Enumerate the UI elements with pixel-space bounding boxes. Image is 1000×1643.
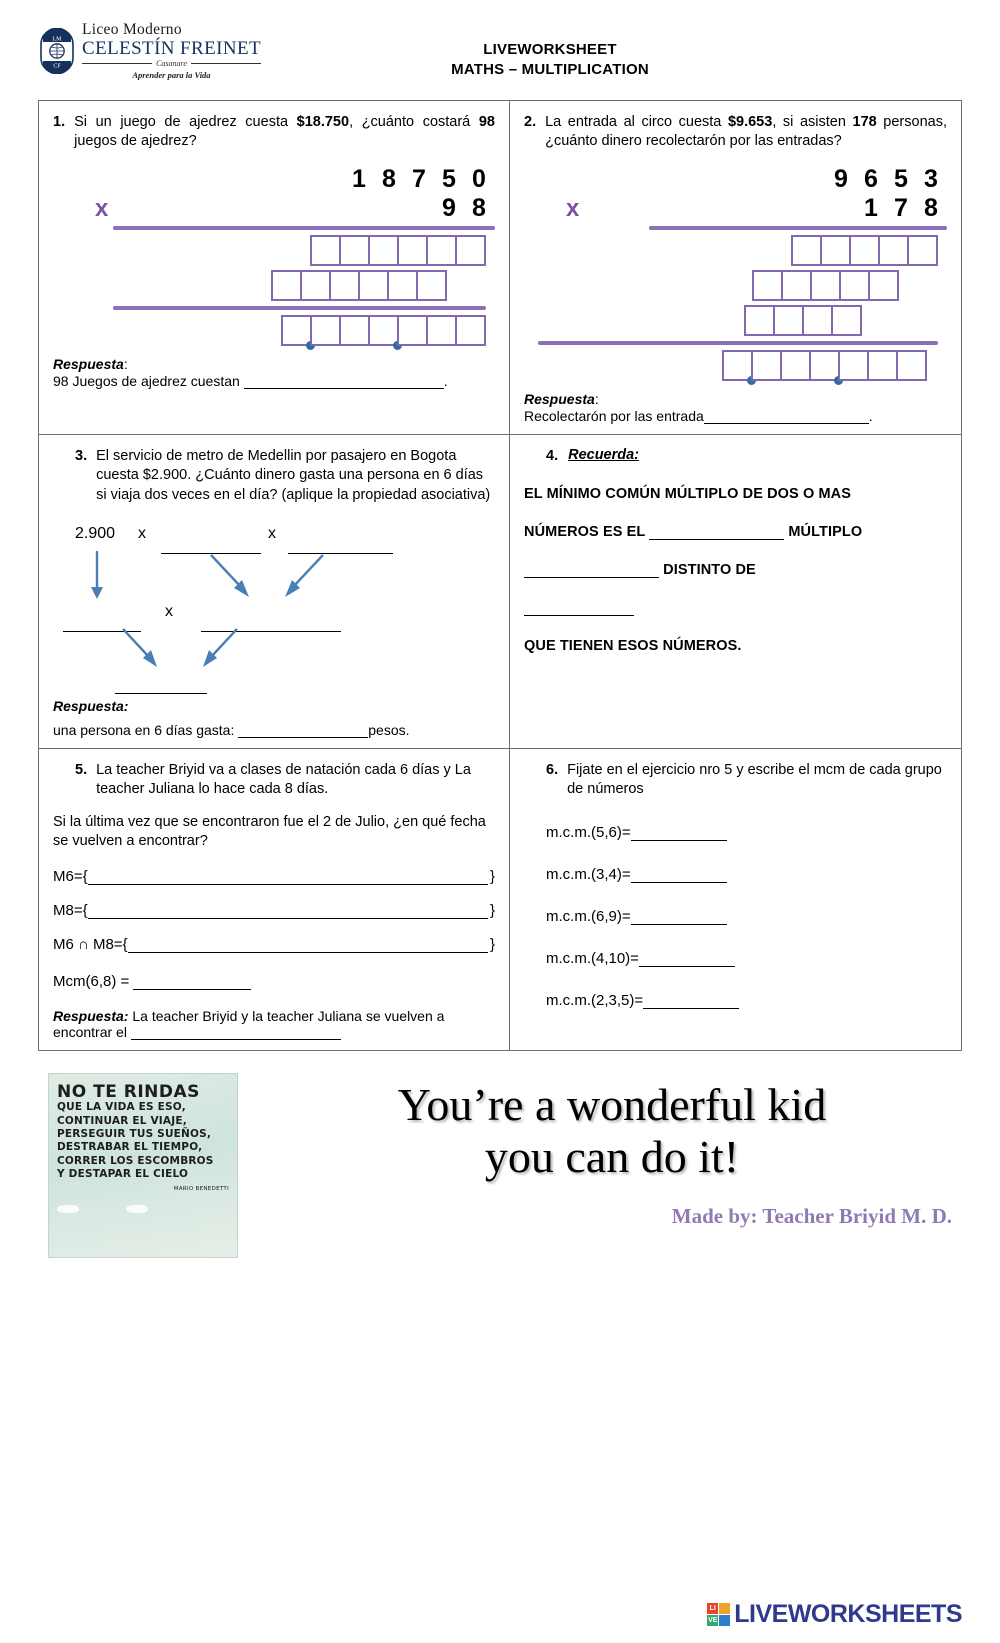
brand-chips: [707, 1603, 730, 1626]
q6-mcm-item: [546, 950, 947, 967]
question-3-associative-diagram: [53, 519, 495, 694]
arrow-down-right-icon: [115, 623, 175, 679]
q3-respuesta-label: Respuesta:: [53, 697, 129, 714]
encouragement-line-1: You’re a wonderful kid: [397, 1079, 827, 1131]
poster-line: QUE LA VIDA ES ESO,: [57, 1101, 186, 1114]
answer-box[interactable]: [773, 305, 804, 336]
question-2-number: 2.: [524, 114, 537, 130]
q2-answer-suffix: .: [868, 408, 873, 425]
answer-box[interactable]: [907, 235, 938, 266]
q5-set-m6-label: M6={: [53, 868, 88, 886]
q6-mcm-blank-3[interactable]: [639, 952, 735, 967]
q5-set-m6-row: [53, 868, 495, 885]
question-2-cell: [510, 101, 961, 434]
q2-partial-row-1: [524, 235, 947, 266]
answer-box[interactable]: [455, 235, 486, 266]
school-crest-icon: [40, 28, 74, 74]
answer-box[interactable]: [271, 270, 302, 301]
school-location-row: [82, 60, 261, 68]
q5-set-m8-label: M8={: [53, 902, 88, 920]
q1-multiplicand: [345, 165, 495, 194]
answer-box[interactable]: [397, 235, 428, 266]
question-2-answer-area: Respuesta: Recolectarón por las entrada .: [524, 391, 947, 424]
worksheet-table: [38, 100, 962, 1051]
answer-box[interactable]: [810, 270, 841, 301]
q2-total-row: [524, 350, 947, 381]
poster-clouds: [57, 1198, 229, 1217]
q5-set-m8-close: }: [489, 902, 495, 920]
answer-box[interactable]: [791, 235, 822, 266]
encouragement-block: [264, 1073, 960, 1229]
q1-multiplier: [435, 194, 495, 223]
q2-operation-bar: [649, 226, 947, 230]
answer-box[interactable]: [329, 270, 360, 301]
q3-operator-1: x: [138, 524, 146, 542]
q2-multiplicand-d3: 3: [924, 165, 940, 194]
brand-chip-li: LI: [707, 1603, 718, 1614]
q4-line-4: [524, 600, 947, 616]
q2-multiplier-d2: 8: [924, 194, 940, 223]
q1-answer-line: [53, 373, 495, 389]
q2-multiplicand-d2: 5: [894, 165, 910, 194]
q1-multiplicand-d0: 1: [352, 165, 368, 194]
brand-chip-ve: VE: [708, 1617, 718, 1624]
answer-box[interactable]: [455, 315, 486, 346]
q1-partial-row-1: [53, 235, 495, 266]
q6-mcm-label-0: m.c.m.(5,6)=: [546, 823, 631, 841]
poster-line: Y DESTAPAR EL CIELO: [57, 1168, 189, 1181]
q5-set-m8-row: [53, 902, 495, 919]
page-header: [0, 0, 1000, 100]
q1-multiplicand-d4: 0: [472, 165, 488, 194]
answer-box[interactable]: [339, 235, 370, 266]
q2-answer-line: [524, 408, 947, 424]
q2-partial-row-3: [524, 305, 947, 336]
q4-blank-3[interactable]: [524, 601, 634, 616]
page-footer: [0, 1051, 1000, 1258]
answer-box[interactable]: [780, 350, 811, 381]
arrow-down-left-icon: [193, 623, 253, 679]
answer-box[interactable]: [397, 315, 428, 346]
q4-line2-text-a: NÚMEROS ES EL: [524, 524, 646, 541]
q1-partial-row-2: [53, 270, 495, 301]
answer-box[interactable]: [896, 350, 927, 381]
answer-box[interactable]: [368, 315, 399, 346]
q1-multiplicand-d1: 8: [382, 165, 398, 194]
q2-answer-blank[interactable]: [704, 409, 869, 424]
answer-box[interactable]: [310, 235, 341, 266]
worksheet-row-1: [39, 101, 961, 434]
q1-multiplier-row: [53, 194, 495, 223]
question-2-multiplication: [524, 165, 947, 381]
q6-mcm-label-3: m.c.m.(4,10)=: [546, 949, 639, 967]
q2-respuesta-label: Respuesta: [524, 391, 595, 408]
logo-rule-left: [82, 63, 152, 64]
answer-box[interactable]: [838, 350, 869, 381]
q6-mcm-blank-0[interactable]: [631, 826, 727, 841]
q5-set-intersection-label: M6 ∩ M8={: [53, 936, 128, 954]
answer-box[interactable]: [781, 270, 812, 301]
q5-set-m8-blank[interactable]: [88, 905, 488, 919]
q5-set-intersection-blank[interactable]: [128, 939, 488, 953]
worksheet-row-3: [39, 748, 961, 1051]
page-title: [310, 22, 790, 81]
title-line-2: MATHS – MULTIPLICATION: [451, 61, 649, 79]
question-1-number: 1.: [53, 114, 66, 130]
q1-answer-blank[interactable]: [244, 374, 444, 389]
worksheet-row-2: [39, 434, 961, 747]
q5-set-intersection-close: }: [489, 936, 495, 954]
q6-mcm-item: [546, 866, 947, 883]
q5-mcm-row: [53, 973, 495, 990]
motivational-poster: [48, 1073, 238, 1258]
q5-respuesta-label: Respuesta:: [53, 1008, 129, 1025]
answer-box[interactable]: [416, 270, 447, 301]
question-3-answer-area: [53, 698, 495, 738]
answer-box[interactable]: [310, 315, 341, 346]
question-6-number: 6.: [546, 761, 559, 778]
q1-multiplier-d1: 8: [472, 194, 488, 223]
question-3-cell: [39, 435, 510, 747]
made-by-credit: Made by: Teacher Briyid M. D.: [671, 1204, 952, 1229]
q2-multiplier-row: [524, 194, 947, 223]
q6-mcm-label-1: m.c.m.(3,4)=: [546, 865, 631, 883]
answer-box[interactable]: [839, 270, 870, 301]
q2-multiplier-d1: 7: [894, 194, 910, 223]
answer-box[interactable]: [752, 270, 783, 301]
q3-first-number: 2.900: [75, 524, 116, 542]
question-5-answer-area: [53, 1008, 495, 1040]
q1-operation-bar: [113, 226, 495, 230]
question-5-text: La teacher Briyid va a clases de natación cada 6 días y La teacher Juliana lo hace cada 8 días.: [96, 761, 471, 797]
cloud-icon: [57, 1205, 79, 1213]
answer-box[interactable]: [849, 235, 880, 266]
question-3-prompt: [53, 447, 495, 504]
q6-mcm-item: [546, 824, 947, 841]
question-1-cell: [39, 101, 510, 434]
arrow-down-right-icon: [201, 547, 261, 607]
q3-answer-prefix: una persona en 6 días gasta:: [53, 721, 235, 738]
answer-box[interactable]: [387, 270, 418, 301]
q3-operator-2: x: [268, 524, 276, 542]
question-2-text: La entrada al circo cuesta $9.653, si asisten 178 personas, ¿cuánto dinero recolectarón por las entradas?: [545, 114, 947, 150]
question-4-number: 4.: [546, 448, 559, 465]
q1-multiply-operator-icon: x: [95, 194, 111, 222]
q2-multiplicand: [827, 165, 947, 194]
school-location: Casanare: [156, 58, 187, 68]
title-line-1: LIVEWORKSHEET: [483, 41, 617, 58]
q5-answer-blank[interactable]: [131, 1025, 341, 1040]
q3-answer-line: [53, 722, 495, 738]
q6-mcm-list: [524, 824, 947, 1009]
arrow-down-icon: [67, 547, 127, 607]
q1-multiplicand-d2: 7: [412, 165, 428, 194]
q4-line-5: QUE TIENEN ESOS NÚMEROS.: [524, 638, 742, 655]
q1-answer-suffix: .: [443, 373, 448, 390]
q5-set-intersection-row: [53, 936, 495, 953]
brand-chip-x2: [719, 1615, 730, 1626]
question-6-cell: [510, 749, 961, 1051]
q4-line-3: [524, 562, 947, 578]
liveworksheets-brand: [707, 1600, 962, 1629]
question-6-prompt: [524, 761, 947, 799]
question-5-prompt: [53, 761, 495, 799]
q6-mcm-blank-4[interactable]: [643, 994, 739, 1009]
question-3-text: El servicio de metro de Medellin por pasajero en Bogota cuesta $2.900. ¿Cuánto dinero gasta una persona en 6 días si viaja dos veces en el día? (aplique la propiedad asociativa): [96, 448, 491, 503]
q5-answer-text: La teacher Briyid y la teacher Juliana se vuelven a encontrar el: [53, 1008, 445, 1041]
answer-box[interactable]: [744, 305, 775, 336]
svg-text:LM: LM: [52, 36, 62, 42]
q3-operator-3: x: [165, 602, 173, 620]
poster-line: PERSEGUIR TUS SUEÑOS,: [57, 1128, 212, 1140]
q5-mcm-label: Mcm(6,8) =: [53, 973, 130, 991]
q6-mcm-item: [546, 908, 947, 925]
q3-answer-suffix: pesos.: [368, 721, 410, 738]
poster-signature: MARIO BENEDETTI: [173, 1185, 229, 1192]
q2-multiplicand-d1: 6: [864, 165, 880, 194]
question-3-number: 3.: [75, 448, 88, 465]
question-1-answer-area: Respuesta: 98 Juegos de ajedrez cuestan .: [53, 356, 495, 389]
question-2-prompt: [524, 113, 947, 151]
q3-answer-blank[interactable]: [238, 723, 368, 738]
q6-mcm-item: [546, 992, 947, 1009]
answer-box[interactable]: [300, 270, 331, 301]
q2-multiplicand-row: [524, 165, 947, 194]
q6-mcm-blank-2[interactable]: [631, 910, 727, 925]
q6-mcm-label-2: m.c.m.(6,9)=: [546, 907, 631, 925]
answer-box[interactable]: [368, 235, 399, 266]
answer-box[interactable]: [831, 305, 862, 336]
question-5-number: 5.: [75, 761, 88, 778]
answer-box[interactable]: [868, 270, 899, 301]
q2-partial-row-2: [524, 270, 947, 301]
school-name-line2: CELESTÍN FREINET: [82, 37, 261, 59]
answer-box[interactable]: [426, 235, 457, 266]
question-1-multiplication: [53, 165, 495, 346]
q5-set-m6-blank[interactable]: [88, 871, 488, 885]
school-name-line1: Liceo Moderno: [82, 21, 182, 38]
q2-total-bar: [538, 341, 938, 345]
answer-box[interactable]: [339, 315, 370, 346]
q4-line-1: EL MÍNIMO COMÚN MÚLTIPLO DE DOS O MAS: [524, 486, 851, 503]
svg-text:CF: CF: [53, 63, 61, 69]
answer-box[interactable]: [809, 350, 840, 381]
q4-blank-1[interactable]: [649, 525, 784, 540]
poster-line: CORRER LOS ESCOMBROS: [57, 1154, 214, 1167]
q2-multiply-operator-icon: x: [566, 194, 582, 222]
poster-title: NO TE RINDAS: [57, 1082, 200, 1103]
answer-box[interactable]: [820, 235, 851, 266]
cloud-icon: [126, 1205, 148, 1213]
answer-box[interactable]: [426, 315, 457, 346]
poster-line: DESTRABAR EL TIEMPO,: [57, 1141, 203, 1154]
q2-multiplier-d0: 1: [864, 194, 880, 223]
q5-mcm-blank[interactable]: [133, 975, 251, 990]
q2-multiplicand-d0: 9: [834, 165, 850, 194]
q3-blank-result[interactable]: [115, 679, 207, 694]
answer-box[interactable]: [358, 270, 389, 301]
q1-respuesta-label: Respuesta: [53, 356, 124, 373]
question-1-prompt: [53, 113, 495, 151]
brand-chip-x1: [719, 1603, 730, 1614]
answer-box[interactable]: [751, 350, 782, 381]
question-4-title: Recuerda:: [568, 447, 640, 464]
q6-mcm-blank-1[interactable]: [631, 868, 727, 883]
question-1-text: Si un juego de ajedrez cuesta $18.750, ¿cuánto costará 98 juegos de ajedrez?: [74, 114, 495, 150]
school-motto: Aprender para la Vida: [132, 69, 211, 80]
q1-total-bar: [113, 306, 486, 310]
question-5-cell: [39, 749, 510, 1051]
q6-mcm-label-4: m.c.m.(2,3,5)=: [546, 991, 644, 1009]
question-5-question: Si la última vez que se encontraron fue el 2 de Julio, ¿en qué fecha se vuelven a encontrar?: [53, 813, 486, 849]
q4-line2-text-b: MÚLTIPLO: [788, 524, 863, 541]
q4-line-2: [524, 524, 947, 540]
q1-total-row: [53, 315, 495, 346]
encouragement-line-2: you can do it!: [484, 1130, 740, 1182]
q2-multiplier: [857, 194, 947, 223]
arrow-down-left-icon: [275, 547, 335, 607]
q1-multiplicand-d3: 5: [442, 165, 458, 194]
answer-box[interactable]: [281, 315, 312, 346]
answer-box[interactable]: [878, 235, 909, 266]
q1-answer-prefix: 98 Juegos de ajedrez cuestan: [53, 373, 240, 390]
q5-set-m6-close: }: [489, 868, 495, 886]
q2-answer-prefix: Recolectarón por las entrada: [524, 408, 704, 425]
q4-blank-2[interactable]: [524, 563, 659, 578]
answer-box[interactable]: [867, 350, 898, 381]
logo-rule-right: [191, 63, 261, 64]
question-6-text: Fijate en el ejercicio nro 5 y escribe el mcm de cada grupo de números: [567, 761, 942, 797]
q1-multiplier-d0: 9: [442, 194, 458, 223]
question-4-prompt: [524, 447, 947, 464]
poster-line: CONTINUAR EL VIAJE,: [57, 1114, 187, 1127]
question-4-cell: [510, 435, 961, 747]
brand-wordmark: LIVEWORKSHEETS: [734, 1600, 962, 1628]
answer-box[interactable]: [722, 350, 753, 381]
q1-multiplicand-row: [53, 165, 495, 194]
answer-box[interactable]: [802, 305, 833, 336]
q4-line3-text: DISTINTO DE: [663, 562, 756, 579]
school-logo: [40, 22, 310, 79]
